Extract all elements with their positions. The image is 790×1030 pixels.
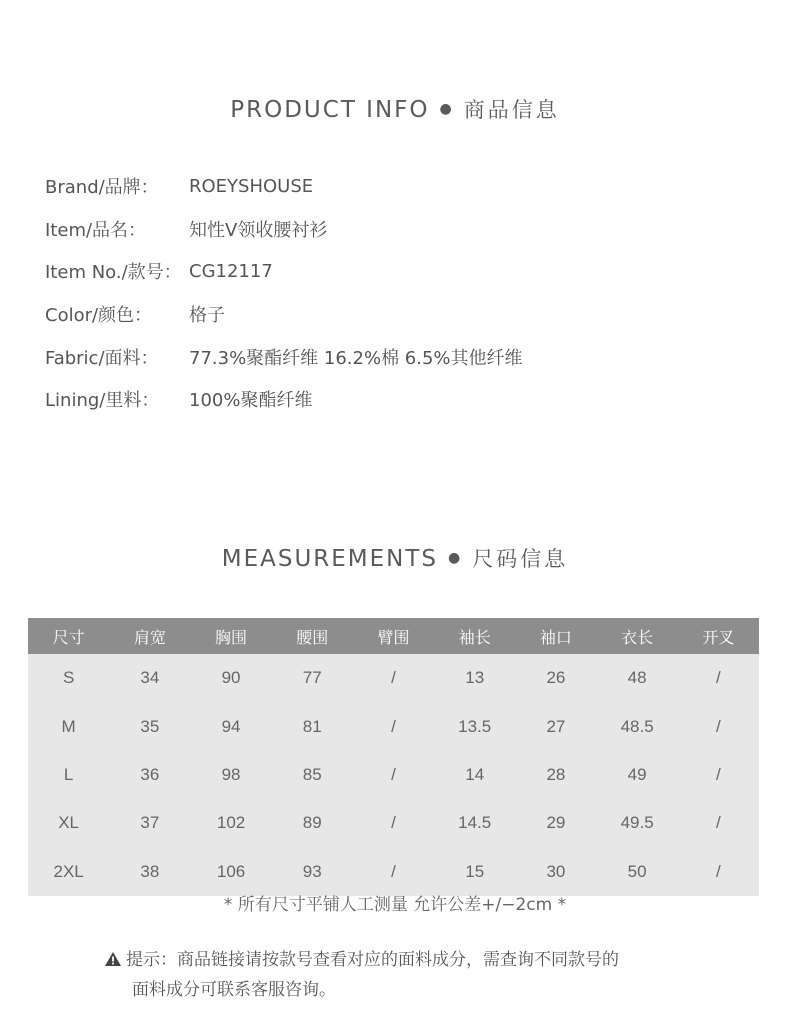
info-value: 77.3%聚酯纤维 16.2%棉 6.5%其他纤维 xyxy=(189,347,523,369)
table-cell: 77 xyxy=(272,654,353,702)
size-table xyxy=(28,618,759,896)
table-cell: / xyxy=(678,654,759,702)
info-value: CG12117 xyxy=(189,260,273,282)
table-cell: 14 xyxy=(434,751,515,799)
info-row-item-no xyxy=(45,250,523,293)
table-cell: M xyxy=(28,702,109,750)
table-cell: / xyxy=(353,799,434,847)
table-cell: 36 xyxy=(109,751,190,799)
measurements-title xyxy=(0,543,790,573)
warning-text-2: 面料成分可联系客服咨询。 xyxy=(132,980,336,1000)
table-cell: 15 xyxy=(434,848,515,896)
table-cell: L xyxy=(28,751,109,799)
table-cell: 13.5 xyxy=(434,702,515,750)
info-label: Color/颜色： xyxy=(45,305,153,327)
info-label: Brand/品牌： xyxy=(45,177,159,199)
table-cell: 26 xyxy=(515,654,596,702)
table-cell: 29 xyxy=(515,799,596,847)
info-row-brand xyxy=(45,165,523,208)
product-info-title-en: PRODUCT INFO xyxy=(230,97,430,123)
table-header-row xyxy=(28,618,759,654)
header-cell: 袖口 xyxy=(515,618,596,654)
info-value: ROEYSHOUSE xyxy=(189,175,314,197)
table-row xyxy=(28,799,759,847)
table-cell: 37 xyxy=(109,799,190,847)
table-cell: 98 xyxy=(190,751,271,799)
table-cell: XL xyxy=(28,799,109,847)
product-info-title-cn: 商品信息 xyxy=(463,98,560,122)
measurements-title-en: MEASUREMENTS xyxy=(221,546,439,572)
header-cell: 肩宽 xyxy=(109,618,190,654)
table-cell: 94 xyxy=(190,702,271,750)
table-row xyxy=(28,751,759,799)
warning-triangle-icon xyxy=(104,945,126,975)
table-cell: 90 xyxy=(190,654,271,702)
header-cell: 袖长 xyxy=(434,618,515,654)
table-cell: 48.5 xyxy=(597,702,678,750)
table-cell: 28 xyxy=(515,751,596,799)
measurements-title-cn: 尺码信息 xyxy=(472,547,569,571)
header-cell: 衣长 xyxy=(597,618,678,654)
info-value: 100%聚酯纤维 xyxy=(189,390,313,412)
table-row xyxy=(28,702,759,750)
table-row xyxy=(28,654,759,702)
table-cell: 50 xyxy=(597,848,678,896)
table-cell: 27 xyxy=(515,702,596,750)
measurement-note: * 所有尺寸平铺人工测量 允许公差+/−2cm * xyxy=(223,895,567,915)
bullet-dot-icon: ● xyxy=(448,549,463,566)
table-cell: 14.5 xyxy=(434,799,515,847)
warning-line-1 xyxy=(104,945,724,975)
table-cell: 85 xyxy=(272,751,353,799)
header-cell: 胸围 xyxy=(190,618,271,654)
info-row-fabric xyxy=(45,335,523,378)
table-row xyxy=(28,848,759,896)
table-cell: 38 xyxy=(109,848,190,896)
info-row-item xyxy=(45,208,523,251)
header-cell: 腰围 xyxy=(272,618,353,654)
warning-text-1: 提示：商品链接请按款号查看对应的面料成分，需查询不同款号的 xyxy=(126,950,619,970)
bullet-dot-icon: ● xyxy=(439,100,454,117)
info-label: Item No./款号： xyxy=(45,262,182,284)
warning-notice xyxy=(104,945,724,1005)
product-info-title xyxy=(0,94,790,124)
table-cell: S xyxy=(28,654,109,702)
table-cell: / xyxy=(678,702,759,750)
header-cell: 臂围 xyxy=(353,618,434,654)
table-cell: / xyxy=(678,751,759,799)
table-cell: / xyxy=(678,848,759,896)
table-cell: 49.5 xyxy=(597,799,678,847)
table-cell: 49 xyxy=(597,751,678,799)
info-row-color xyxy=(45,293,523,336)
table-cell: 102 xyxy=(190,799,271,847)
table-cell: / xyxy=(353,654,434,702)
table-cell: 13 xyxy=(434,654,515,702)
info-label: Fabric/面料： xyxy=(45,347,159,369)
header-cell: 尺寸 xyxy=(28,618,109,654)
info-row-lining xyxy=(45,378,523,421)
table-cell: 34 xyxy=(109,654,190,702)
table-cell: 35 xyxy=(109,702,190,750)
table-cell: 2XL xyxy=(28,848,109,896)
table-cell: 30 xyxy=(515,848,596,896)
table-cell: / xyxy=(678,799,759,847)
table-cell: 48 xyxy=(597,654,678,702)
table-cell: / xyxy=(353,848,434,896)
info-value: 知性V领收腰衬衫 xyxy=(189,219,328,241)
info-value: 格子 xyxy=(189,305,225,327)
header-cell: 开叉 xyxy=(678,618,759,654)
table-cell: / xyxy=(353,751,434,799)
table-cell: 81 xyxy=(272,702,353,750)
info-label: Item/品名： xyxy=(45,219,147,241)
table-cell: / xyxy=(353,702,434,750)
info-label: Lining/里料： xyxy=(45,390,160,412)
table-cell: 93 xyxy=(272,848,353,896)
table-cell: 89 xyxy=(272,799,353,847)
product-info-list xyxy=(45,165,523,421)
table-cell: 106 xyxy=(190,848,271,896)
